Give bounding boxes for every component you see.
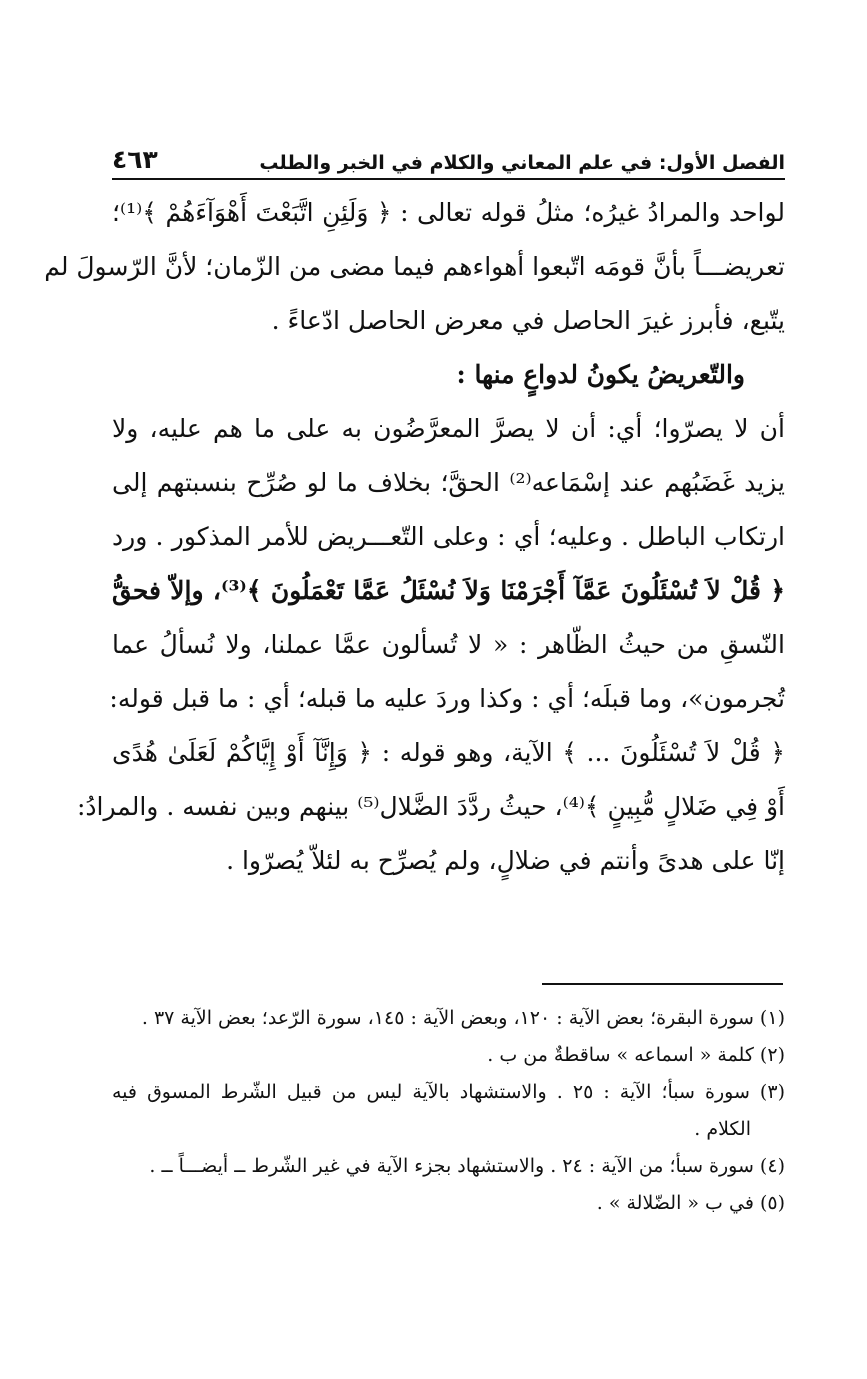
- text-line: ارتكاب الباطل . وعليه؛ أي : وعلى التّعـــريض للأمر المذكور . ورد: [112, 522, 785, 551]
- chapter-title: الفصل الأول: في علم المعاني والكلام في الخبر والطلب: [259, 152, 785, 174]
- text-line: النّسقِ من حيثُ الظّاهر : « لا تُسألون عمَّا عملنا، ولا نُسألُ عما: [112, 630, 785, 659]
- quran-verse-line: ﴿ قُلْ لاَ تُسْئَلُونَ عَمَّآ أَجْرَمْنَا وَلاَ نُسْئَلُ عَمَّا تَعْمَلُونَ ﴾⁽³⁾، وإلاّ فحقُّ: [112, 576, 786, 605]
- running-header: [112, 138, 785, 174]
- footnotes: [112, 1000, 785, 1222]
- page-number: ٤٦٣: [112, 145, 158, 174]
- section-heading: والتّعريضُ يكونُ لدواعٍ منها :: [456, 360, 745, 389]
- footnote: (٤) سورة سبأ؛ من الآية : ٢٤ . والاستشهاد بجزء الآية في غير الشّرط ــ أيضـــاً ــ .: [149, 1155, 785, 1177]
- footnote: (٢) كلمة « اسماعه » ساقطةٌ من ب .: [487, 1044, 785, 1066]
- text-line: لواحد والمرادُ غيرُه؛ مثلُ قوله تعالى : ﴿ وَلَئِنِ اتَّبَعْتَ أَهْوَآءَهُمْ ﴾⁽¹⁾؛: [112, 198, 785, 227]
- quran-verse-line: ﴿ قُلْ لاَ تُسْئَلُونَ ... ﴾ الآية، وهو قوله : ﴿ وَإِنَّآ أَوْ إِيَّاكُمْ لَعَلَىٰ هُدًى: [112, 738, 785, 767]
- text-line: أن لا يصرّوا؛ أي: أن لا يصرَّ المعرَّضُون به على ما هم عليه، ولا: [112, 414, 785, 443]
- footnote: (٥) في ب « الضّلالة » .: [596, 1192, 785, 1214]
- header-divider: [112, 178, 785, 180]
- footnote: (١) سورة البقرة؛ بعض الآية : ١٢٠، وبعض الآية : ١٤٥، سورة الرّعد؛ بعض الآية ٣٧ .: [141, 1007, 785, 1029]
- footnote-divider: [542, 983, 783, 985]
- main-text: [44, 186, 786, 888]
- text-line: أَوْ فِي ضَلالٍ مُّبِينٍ ﴾⁽⁴⁾، حيثُ ردَّدَ الضَّلال⁽⁵⁾ بينهم وبين نفسه . والمرادُ:: [77, 792, 785, 821]
- text-line: إنّا على هدىً وأنتم في ضلالٍ، ولم يُصرِّح به لئلاّ يُصرّوا .: [226, 846, 785, 875]
- text-line: تعريضـــاً بأنَّ قومَه اتّبعوا أهواءهم فيما مضى من الزّمان؛ لأنَّ الرّسولَ لم: [44, 252, 785, 281]
- footnote-continuation: الكلام .: [694, 1118, 751, 1140]
- text-line: يتّبع، فأبرز غيرَ الحاصل في معرض الحاصل ادّعاءً .: [271, 306, 785, 335]
- text-line: تُجرمون»، وما قبلَه؛ أي : وكذا وردَ عليه ما قبله؛ أي : ما قبل قوله:: [109, 684, 785, 713]
- footnote: (٣) سورة سبأ؛ الآية : ٢٥ . والاستشهاد بالآية ليس من قبيل الشّرط المسوق فيه: [112, 1081, 785, 1103]
- text-line: يزيد غَضَبُهم عند إسْمَاعه⁽²⁾ الحقَّ؛ بخلاف ما لو صُرِّح بنسبتهم إلى: [112, 468, 785, 497]
